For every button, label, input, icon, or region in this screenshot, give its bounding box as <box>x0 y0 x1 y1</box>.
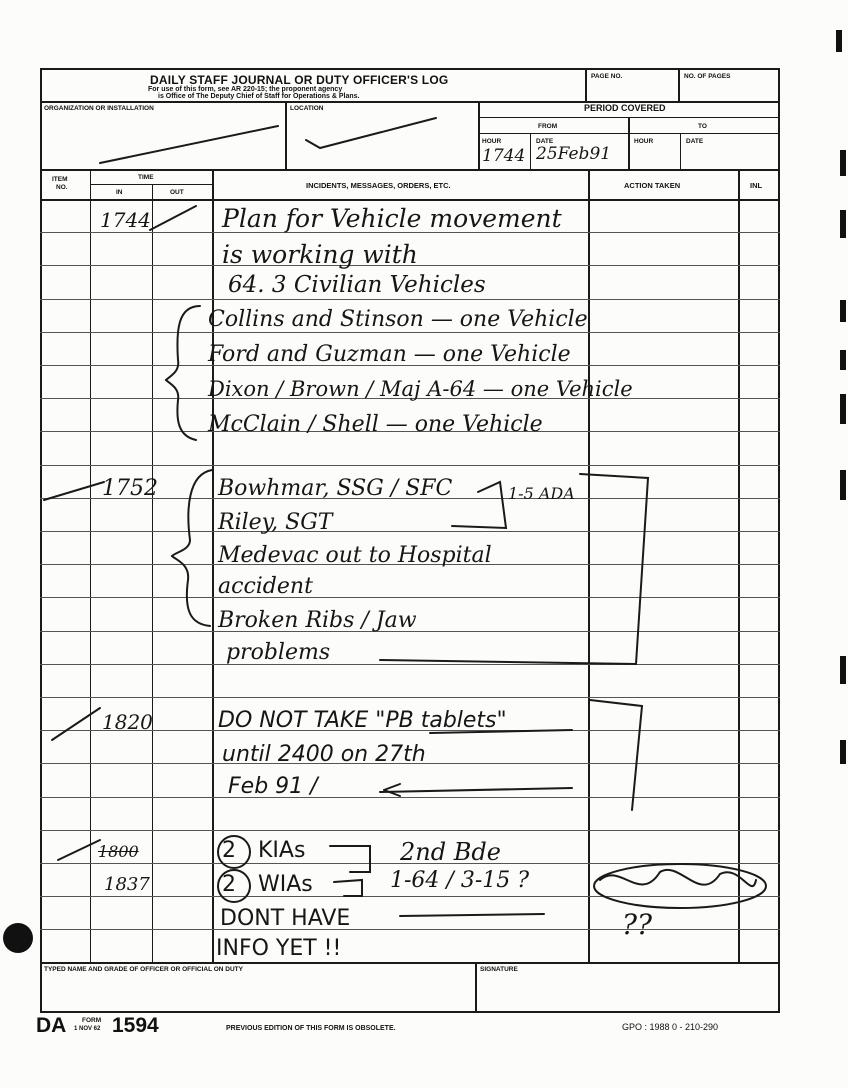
period-from-hour: 1744 <box>482 146 526 166</box>
typed-name-label: TYPED NAME AND GRADE OF OFFICER OR OFFICIAL ON DUTY <box>44 966 243 973</box>
from-hour-label: HOUR <box>482 138 502 145</box>
entry-2-line-3: Medevac out to Hospital <box>218 543 492 568</box>
page-no-label: PAGE NO. <box>591 73 623 80</box>
entry-4-wia-label: WIAs <box>258 872 313 897</box>
entry-4-time-in-2: 1837 <box>104 874 150 895</box>
entry-4-unit-1: 2nd Bde <box>400 838 501 866</box>
entry-1-line-7: McClain / Shell — one Vehicle <box>208 412 543 437</box>
entry-1-line-6: Dixon / Brown / Maj A-64 — one Vehicle <box>208 377 633 401</box>
entry-4-kia-label: KIAs <box>258 838 306 863</box>
to-hour-label: HOUR <box>634 138 654 145</box>
form-id-form: FORM <box>82 1017 102 1024</box>
form-id-number: 1594 <box>112 1014 159 1037</box>
entry-1-line-4: Collins and Stinson — one Vehicle <box>208 307 588 332</box>
action-taken-label: ACTION TAKEN <box>624 181 681 190</box>
to-date-label: DATE <box>686 138 704 145</box>
entry-2-side-note: 1-5 ADA <box>508 484 575 503</box>
entry-2-line-5: Broken Ribs / Jaw <box>218 608 417 633</box>
location-label: LOCATION <box>290 105 324 112</box>
entry-2-time-in: 1752 <box>102 476 158 501</box>
entry-4-action: ?? <box>622 908 653 941</box>
entry-1-line-5: Ford and Guzman — one Vehicle <box>208 342 571 367</box>
to-label: TO <box>698 123 707 130</box>
entry-4-kia-count: 2 <box>222 838 236 863</box>
entry-1-line-2: is working with <box>222 240 418 269</box>
period-covered-label: PERIOD COVERED <box>584 103 666 113</box>
entry-4-wia-count: 2 <box>222 872 236 897</box>
entry-2-line-4: accident <box>218 574 313 599</box>
form-id-da: DA <box>36 1014 67 1037</box>
entry-1-line-1: Plan for Vehicle movement <box>222 204 562 233</box>
entry-4-time-in-1: 1800 <box>98 842 139 861</box>
entry-4-line-3: DONT HAVE <box>220 906 351 931</box>
incidents-label: INCIDENTS, MESSAGES, ORDERS, ETC. <box>306 181 451 190</box>
entry-2-line-6: problems <box>226 640 331 665</box>
entry-4-line-4: INFO YET !! <box>216 936 342 961</box>
entry-3-line-3: Feb 91 / <box>228 774 318 799</box>
from-date-label: DATE <box>536 138 554 145</box>
gpo-number: GPO : 1988 0 - 210-290 <box>622 1022 719 1032</box>
previous-edition-note: PREVIOUS EDITION OF THIS FORM IS OBSOLETE. <box>226 1025 396 1032</box>
form-subtitle-1: For use of this form, see AR 220-15; the proponent agency <box>148 86 343 93</box>
entry-4-unit-2: 1-64 / 3-15 ? <box>390 868 530 893</box>
inl-label: INL <box>750 181 763 190</box>
form-id-date: 1 NOV 62 <box>74 1026 101 1032</box>
item-no-label-1: ITEM <box>52 176 68 183</box>
entry-2-line-2: Riley, SGT <box>218 510 333 535</box>
time-in-label: IN <box>116 189 123 196</box>
entry-3-line-2: until 2400 on 27th <box>222 742 426 767</box>
item-no-label-2: NO. <box>56 184 68 191</box>
entry-2-line-1: Bowhmar, SSG / SFC <box>218 476 453 501</box>
time-label: TIME <box>138 174 154 181</box>
entry-3-line-1: DO NOT TAKE "PB tablets" <box>218 708 507 733</box>
form-title: DAILY STAFF JOURNAL OR DUTY OFFICER'S LOG <box>150 73 449 87</box>
form-subtitle-2: is Office of The Deputy Chief of Staff for Operations & Plans. <box>158 93 360 100</box>
entry-1-line-3: 64. 3 Civilian Vehicles <box>228 272 486 298</box>
no-of-pages-label: NO. OF PAGES <box>684 73 731 80</box>
entry-3-time-in: 1820 <box>102 710 153 734</box>
time-out-label: OUT <box>170 189 184 196</box>
org-label: ORGANIZATION OR INSTALLATION <box>44 105 154 112</box>
from-label: FROM <box>538 123 558 130</box>
signature-label: SIGNATURE <box>480 966 518 973</box>
entry-1-time-in: 1744 <box>100 208 151 232</box>
period-from-date: 25Feb91 <box>536 144 612 164</box>
